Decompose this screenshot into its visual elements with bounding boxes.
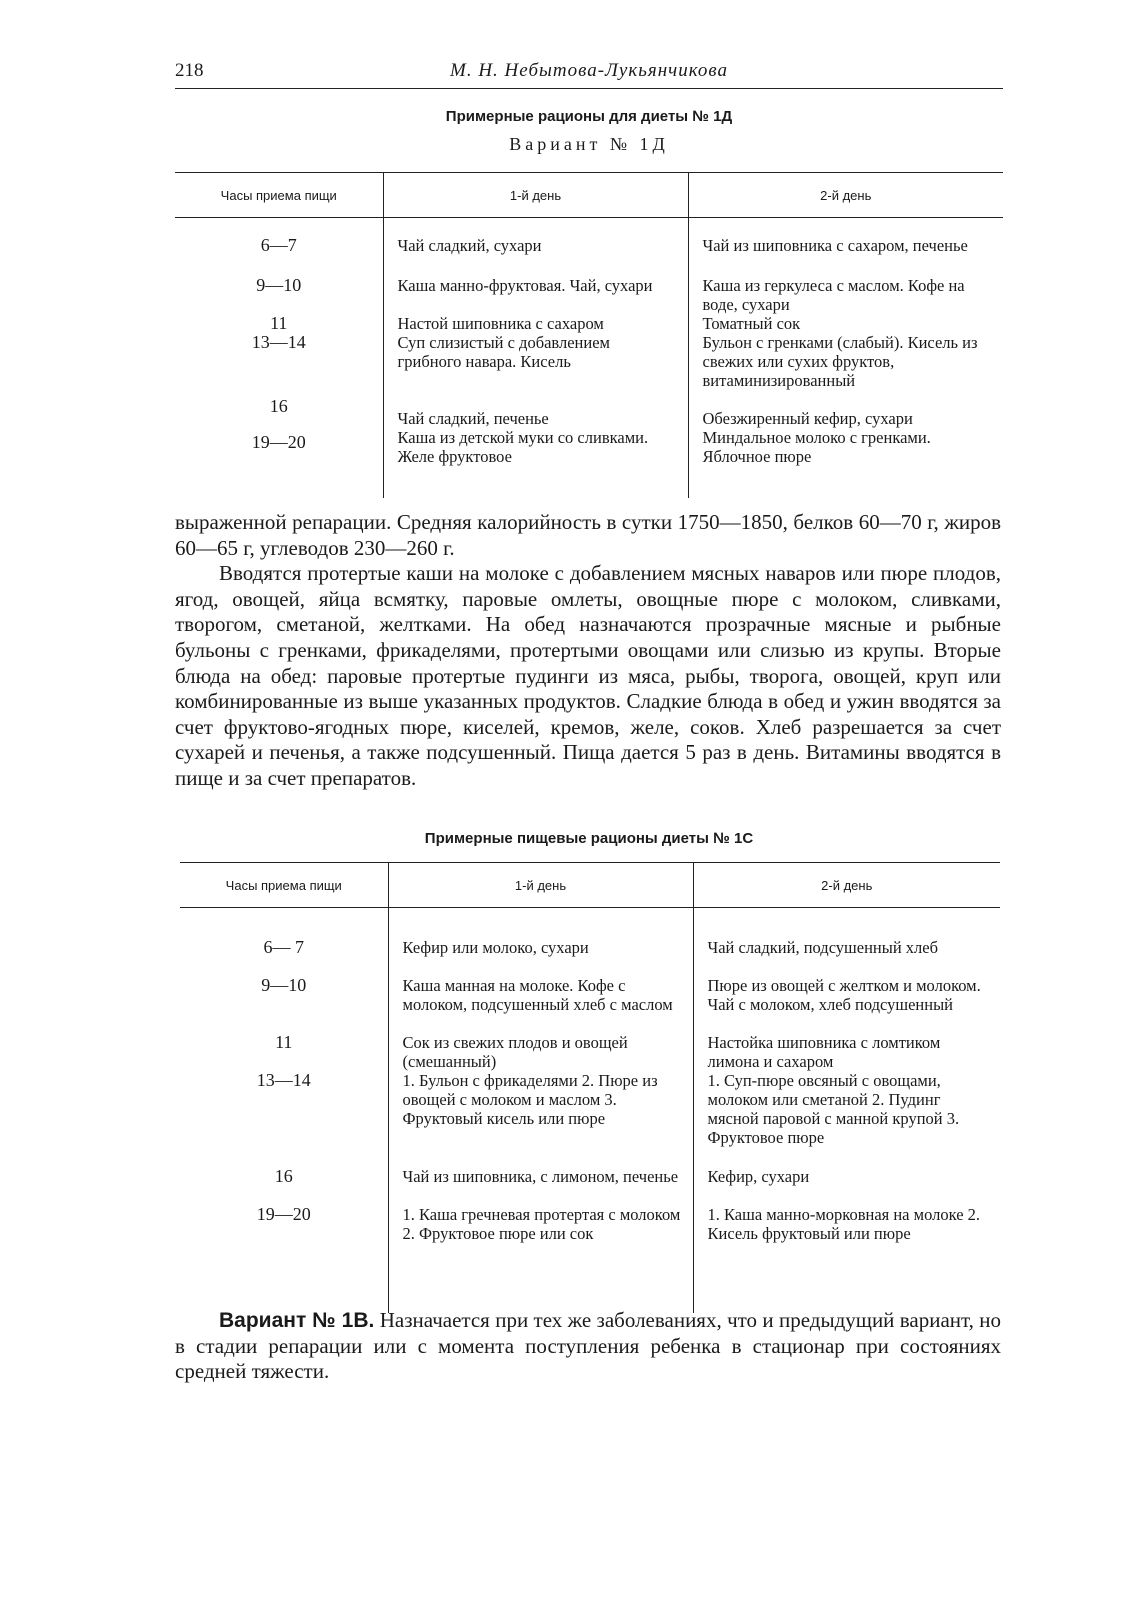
- table1-body-row: [175, 218, 1003, 499]
- table-cell: Каша из геркулеса с маслом. Кофе на воде, сухари: [702, 276, 965, 314]
- table2-col-day2: 2-й день: [693, 863, 1000, 908]
- table2-header-row: [180, 863, 1000, 908]
- table-cell: Чай сладкий, подсушенный хлеб: [707, 938, 938, 957]
- variant-paragraph: [175, 1308, 1001, 1385]
- table-cell: 9—10: [261, 975, 307, 995]
- table2-col-hours: Часы приема пищи: [180, 863, 388, 908]
- table-cell: Настой шиповника с сахаром: [397, 314, 604, 333]
- table-cell: Каша манно-фруктовая. Чай, сухари: [397, 276, 653, 295]
- table1-col-day2: 2-й день: [688, 173, 1003, 218]
- table-cell: 16: [269, 396, 288, 416]
- table1-header-row: [175, 173, 1003, 218]
- table2-day2-cell: [693, 908, 1000, 1314]
- table1-subcaption: Вариант № 1Д: [509, 134, 669, 154]
- table2-col-day1: 1-й день: [388, 863, 693, 908]
- table1-col-day1: 1-й день: [383, 173, 688, 218]
- table2: [180, 862, 1000, 1313]
- table-cell: 1. Каша гречневая протертая с молоком 2. Фруктовое пюре или сок: [402, 1205, 681, 1243]
- table1-hours-cell: [175, 218, 383, 499]
- body-paragraph: [175, 510, 1001, 792]
- table1-col-hours: Часы приема пищи: [175, 173, 383, 218]
- table-cell: 13—14: [251, 332, 306, 352]
- table2-body-row: [180, 908, 1000, 1314]
- table-cell: Чай из шиповника с сахаром, печенье: [702, 236, 968, 255]
- table-cell: 19—20: [251, 432, 306, 452]
- table-cell: Кефир, сухари: [707, 1167, 810, 1186]
- table-cell: Каша из детской муки со сливками. Желе фруктовое: [397, 428, 649, 466]
- table-cell: Чай сладкий, сухари: [397, 236, 542, 255]
- table-cell: Бульон с гренками (слабый). Кисель из свежих или сухих фруктов, витаминизированный: [702, 333, 978, 390]
- table-cell: Каша манная на молоке. Кофе с молоком, подсушенный хлеб с маслом: [402, 976, 673, 1014]
- table-cell: Настойка шиповника с ломтиком лимона и сахаром: [707, 1033, 941, 1071]
- table1: [175, 172, 1003, 498]
- table-cell: Суп слизистый с добавлением грибного навара. Кисель: [397, 333, 610, 371]
- table-cell: Пюре из овощей с желтком и молоком. Чай с молоком, хлеб подсушенный: [707, 976, 981, 1014]
- variant-text: Назначается при тех же заболеваниях, что и предыдущий вариант, но в стадии репарации или с момента поступления ребенка в стационар при состояниях средней тяжести.: [175, 1308, 1001, 1384]
- table-cell: 1. Суп-пюре овсяный с овощами, молоком или сметаной 2. Пудинг мясной паровой с манной крупой 3. Фруктовое пюре: [707, 1071, 960, 1147]
- table1-caption: Примерные рационы для диеты № 1Д: [445, 108, 733, 125]
- table-cell: Миндальное молоко с гренками. Яблочное пюре: [702, 428, 931, 466]
- page-header: [175, 58, 1003, 89]
- table-cell: Чай сладкий, печенье: [397, 409, 549, 428]
- table-cell: Кефир или молоко, сухари: [402, 938, 589, 957]
- table2-hours-cell: [180, 908, 388, 1314]
- table2-caption: Примерные пищевые рационы диеты № 1С: [424, 830, 754, 847]
- table-cell: 11: [275, 1032, 293, 1052]
- table-cell: 6—7: [260, 235, 297, 255]
- table-cell: Чай из шиповника, с лимоном, печенье: [402, 1167, 679, 1186]
- running-title: М. Н. Небытова-Лукьянчикова: [450, 60, 728, 81]
- table-cell: 6— 7: [263, 937, 304, 957]
- table-cell: 11: [270, 313, 288, 333]
- table-cell: 19—20: [256, 1204, 311, 1224]
- paragraph-main: Вводятся протертые каши на молоке с добавлением мясных наваров или пюре плодов, ягод, овощей, яйца всмятку, паровые омлеты, овощные пюре с молоком, сливками, творогом, сметаной, желтками. На обед назначаются прозрачные мясные и рыбные бульоны с гренками, фрикаделями, протертыми овощами или слизью из крупы. Вторые блюда на обед: паровые протертые пудинги из мяса, рыбы, творога, овощей, круп или комбинированные из выше указанных продуктов. Сладкие блюда в обед и ужин вводятся за счет фруктово-ягодных пюре, киселей, кремов, желе, соков. Хлеб разрешается за счет сухарей и печенья, а также подсушенный. Пища дается 5 раз в день. Витамины вводятся в пище и за счет препаратов.: [175, 561, 1001, 790]
- table1-day2-cell: [688, 218, 1003, 499]
- table-cell: 9—10: [256, 275, 302, 295]
- table-cell: 1. Бульон с фрикаделями 2. Пюре из овощей с молоком и маслом 3. Фруктовый кисель или пюре: [402, 1071, 658, 1128]
- table-cell: Обезжиренный кефир, сухари: [702, 409, 913, 428]
- page-number: 218: [175, 60, 204, 81]
- table-cell: Томатный сок: [702, 314, 801, 333]
- table-cell: Сок из свежих плодов и овощей (смешанный): [402, 1033, 628, 1071]
- paragraph-continuation: выраженной репарации. Средняя калорийность в сутки 1750—1850, белков 60—70 г, жиров 60—65 г, углеводов 230—260 г.: [175, 510, 1001, 560]
- table-cell: 1. Каша манно-морковная на молоке 2. Кисель фруктовый или пюре: [707, 1205, 981, 1243]
- table1-day1-cell: [383, 218, 688, 499]
- table-cell: 16: [274, 1166, 293, 1186]
- variant-label: Вариант № 1В.: [219, 1309, 375, 1332]
- table2-day1-cell: [388, 908, 693, 1314]
- table-cell: 13—14: [256, 1070, 311, 1090]
